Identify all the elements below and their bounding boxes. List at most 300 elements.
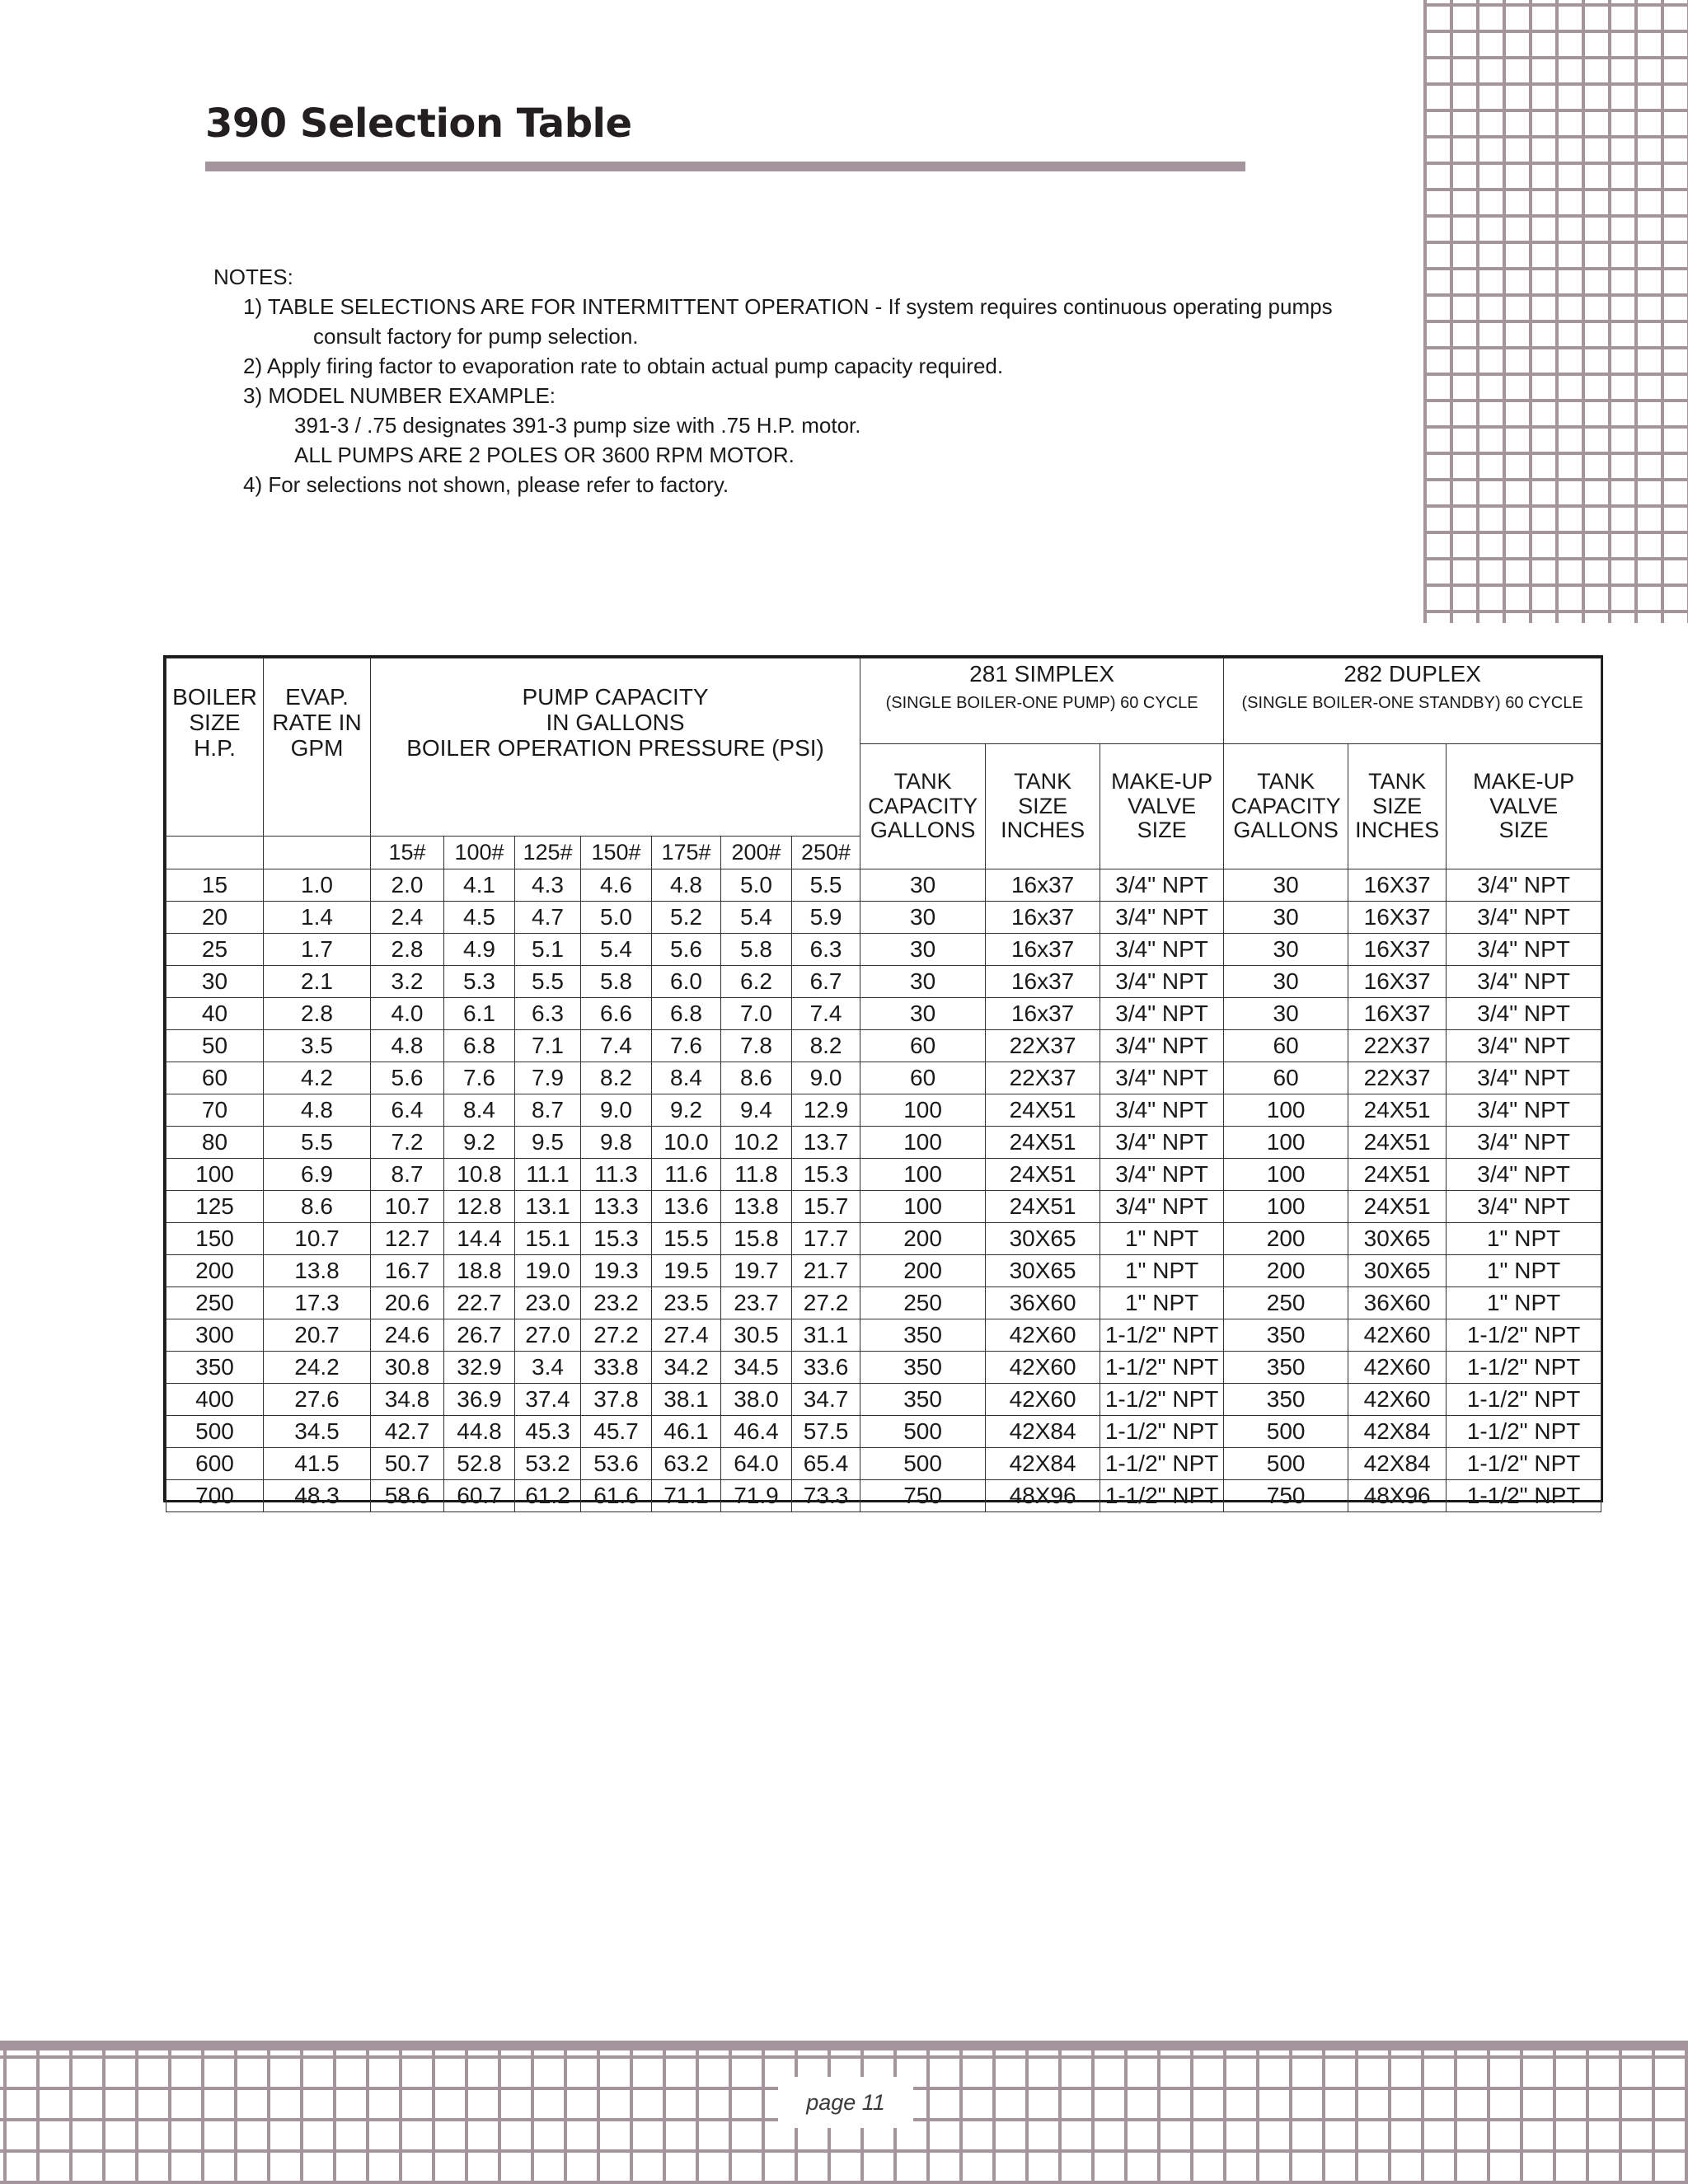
table-row (166, 869, 1601, 902)
table-cell: 71.9 (721, 1480, 792, 1512)
table-cell: 4.8 (371, 1030, 444, 1062)
table-cell: 250 (166, 1287, 264, 1319)
table-cell: 42X60 (1348, 1384, 1447, 1416)
table-cell: 7.0 (721, 998, 792, 1030)
table-cell: 6.7 (792, 966, 860, 998)
table-cell: 1" NPT (1100, 1287, 1224, 1319)
table-cell: 1-1/2" NPT (1100, 1448, 1224, 1480)
table-row (166, 902, 1601, 934)
table-cell: 33.8 (581, 1352, 652, 1384)
table-row (166, 1352, 1601, 1384)
table-cell: 31.1 (792, 1319, 860, 1352)
table-cell: 1.0 (264, 869, 371, 902)
duplex-makeup-valve-header: MAKE-UP VALVE SIZE (1447, 744, 1601, 869)
table-cell: 36X60 (986, 1287, 1100, 1319)
table-cell: 500 (1224, 1448, 1348, 1480)
table-cell: 16X37 (1348, 934, 1447, 966)
simplex-makeup-valve-header: MAKE-UP VALVE SIZE (1100, 744, 1224, 869)
table-cell: 44.8 (444, 1416, 515, 1448)
table-cell: 3/4" NPT (1447, 869, 1601, 902)
table-cell: 13.8 (264, 1255, 371, 1287)
pressure-header-cell: 200# (721, 837, 792, 869)
table-cell: 5.4 (721, 902, 792, 934)
table-cell: 15.7 (792, 1191, 860, 1223)
table-cell: 8.2 (581, 1062, 652, 1094)
table-cell: 300 (166, 1319, 264, 1352)
table-cell: 11.8 (721, 1159, 792, 1191)
table-cell: 42X84 (1348, 1416, 1447, 1448)
table-cell: 20.6 (371, 1287, 444, 1319)
decorative-grid-top-right (1423, 0, 1688, 623)
table-cell: 53.6 (581, 1448, 652, 1480)
table-cell: 30X65 (986, 1223, 1100, 1255)
evap-rate-header: EVAP. RATE IN GPM (264, 658, 371, 837)
table-cell: 500 (860, 1416, 986, 1448)
table-cell: 24X51 (1348, 1127, 1447, 1159)
table-cell: 60 (860, 1062, 986, 1094)
table-cell: 350 (1224, 1384, 1348, 1416)
table-cell: 350 (860, 1352, 986, 1384)
table-cell: 3/4" NPT (1100, 1030, 1224, 1062)
table-cell: 65.4 (792, 1448, 860, 1480)
table-cell: 63.2 (652, 1448, 721, 1480)
table-cell: 13.3 (581, 1191, 652, 1223)
table-cell: 16x37 (986, 869, 1100, 902)
table-cell: 6.6 (581, 998, 652, 1030)
table-cell: 3/4" NPT (1447, 902, 1601, 934)
table-cell: 30.8 (371, 1352, 444, 1384)
table-row (166, 998, 1601, 1030)
table-cell: 27.6 (264, 1384, 371, 1416)
table-cell: 12.7 (371, 1223, 444, 1255)
simplex-tank-size-header: TANK SIZE INCHES (986, 744, 1100, 869)
table-cell: 1" NPT (1447, 1223, 1601, 1255)
table-cell: 3/4" NPT (1447, 966, 1601, 998)
table-cell: 19.3 (581, 1255, 652, 1287)
table-cell: 11.6 (652, 1159, 721, 1191)
page-title: 390 Selection Table (205, 101, 632, 147)
table-cell: 37.4 (515, 1384, 581, 1416)
table-cell: 1-1/2" NPT (1447, 1416, 1601, 1448)
table-cell: 17.3 (264, 1287, 371, 1319)
table-cell: 2.0 (371, 869, 444, 902)
table-cell: 3/4" NPT (1447, 1191, 1601, 1223)
table-cell: 61.2 (515, 1480, 581, 1512)
table-cell: 13.7 (792, 1127, 860, 1159)
pump-capacity-header: PUMP CAPACITY IN GALLONS BOILER OPERATION PRESSURE (PSI) (371, 658, 860, 837)
table-cell: 4.8 (652, 869, 721, 902)
table-cell: 200 (166, 1255, 264, 1287)
table-cell: 15.5 (652, 1223, 721, 1255)
table-cell: 22X37 (986, 1062, 1100, 1094)
table-cell: 3/4" NPT (1447, 1127, 1601, 1159)
table-cell: 30 (860, 869, 986, 902)
table-cell: 30 (860, 934, 986, 966)
table-cell: 71.1 (652, 1480, 721, 1512)
table-cell: 8.6 (721, 1062, 792, 1094)
table-cell: 350 (860, 1319, 986, 1352)
table-cell: 42X84 (986, 1448, 1100, 1480)
table-cell: 7.4 (792, 998, 860, 1030)
table-cell: 40 (166, 998, 264, 1030)
table-cell: 7.4 (581, 1030, 652, 1062)
table-cell: 27.2 (581, 1319, 652, 1352)
table-cell: 7.6 (652, 1030, 721, 1062)
table-cell: 400 (166, 1384, 264, 1416)
boiler-size-header: BOILER SIZE H.P. (166, 658, 264, 837)
table-cell: 6.8 (444, 1030, 515, 1062)
table-cell: 23.2 (581, 1287, 652, 1319)
table-cell: 19.5 (652, 1255, 721, 1287)
table-cell: 1-1/2" NPT (1447, 1480, 1601, 1512)
table-cell: 7.8 (721, 1030, 792, 1062)
table-cell: 22X37 (1348, 1030, 1447, 1062)
table-cell: 15.3 (792, 1159, 860, 1191)
table-cell: 4.1 (444, 869, 515, 902)
table-cell: 1-1/2" NPT (1100, 1416, 1224, 1448)
table-cell: 30 (860, 966, 986, 998)
table-cell: 24X51 (1348, 1191, 1447, 1223)
table-cell: 23.7 (721, 1287, 792, 1319)
table-cell: 6.2 (721, 966, 792, 998)
table-row (166, 1094, 1601, 1127)
table-cell: 48X96 (1348, 1480, 1447, 1512)
table-cell: 1-1/2" NPT (1447, 1352, 1601, 1384)
table-cell: 200 (860, 1255, 986, 1287)
table-cell: 2.4 (371, 902, 444, 934)
table-cell: 13.8 (721, 1191, 792, 1223)
table-cell: 13.1 (515, 1191, 581, 1223)
table-cell: 15.8 (721, 1223, 792, 1255)
table-cell: 11.1 (515, 1159, 581, 1191)
duplex-group-header: 282 DUPLEX (SINGLE BOILER-ONE STANDBY) 60 CYCLE (1224, 658, 1601, 744)
table-cell: 700 (166, 1480, 264, 1512)
table-cell: 5.8 (721, 934, 792, 966)
table-cell: 200 (1224, 1223, 1348, 1255)
table-cell: 36X60 (1348, 1287, 1447, 1319)
table-cell: 2.8 (264, 998, 371, 1030)
table-row (166, 1159, 1601, 1191)
table-cell: 1-1/2" NPT (1447, 1319, 1601, 1352)
pressure-header-cell: 100# (444, 837, 515, 869)
table-cell: 15.3 (581, 1223, 652, 1255)
table-cell: 3/4" NPT (1100, 1159, 1224, 1191)
table-cell: 26.7 (444, 1319, 515, 1352)
table-cell: 4.5 (444, 902, 515, 934)
table-cell: 16X37 (1348, 998, 1447, 1030)
table-cell: 5.0 (581, 902, 652, 934)
table-cell: 3.5 (264, 1030, 371, 1062)
table-cell: 34.7 (792, 1384, 860, 1416)
table-cell: 3/4" NPT (1447, 1062, 1601, 1094)
table-cell: 22.7 (444, 1287, 515, 1319)
table-cell: 30 (860, 998, 986, 1030)
table-cell: 19.0 (515, 1255, 581, 1287)
table-cell: 42X60 (986, 1319, 1100, 1352)
table-cell: 15.1 (515, 1223, 581, 1255)
note-1-line-2: consult factory for pump selection. (313, 324, 639, 349)
table-cell: 60.7 (444, 1480, 515, 1512)
table-cell: 4.0 (371, 998, 444, 1030)
table-cell: 1-1/2" NPT (1100, 1352, 1224, 1384)
table-cell: 23.5 (652, 1287, 721, 1319)
table-cell: 30.5 (721, 1319, 792, 1352)
table-cell: 48.3 (264, 1480, 371, 1512)
table-cell: 6.4 (371, 1094, 444, 1127)
pressure-header-cell: 175# (652, 837, 721, 869)
table-cell: 350 (860, 1384, 986, 1416)
table-cell: 80 (166, 1127, 264, 1159)
table-cell: 23.0 (515, 1287, 581, 1319)
note-4: 4) For selections not shown, please refer to factory. (243, 472, 729, 497)
table-row (166, 1255, 1601, 1287)
table-cell: 350 (166, 1352, 264, 1384)
table-cell: 4.9 (444, 934, 515, 966)
table-cell: 53.2 (515, 1448, 581, 1480)
table-cell: 34.8 (371, 1384, 444, 1416)
table-cell: 5.6 (371, 1062, 444, 1094)
table-cell: 7.9 (515, 1062, 581, 1094)
table-cell: 42X60 (986, 1384, 1100, 1416)
table-row (166, 1384, 1601, 1416)
table-cell: 12.9 (792, 1094, 860, 1127)
table-cell: 24X51 (986, 1094, 1100, 1127)
table-cell: 16x37 (986, 902, 1100, 934)
table-cell: 6.3 (515, 998, 581, 1030)
table-cell: 8.4 (444, 1094, 515, 1127)
table-cell: 750 (1224, 1480, 1348, 1512)
table-cell: 46.1 (652, 1416, 721, 1448)
table-cell: 7.2 (371, 1127, 444, 1159)
table-cell: 42X84 (986, 1416, 1100, 1448)
table-cell: 30 (166, 966, 264, 998)
table-cell: 1-1/2" NPT (1100, 1384, 1224, 1416)
table-cell: 34.5 (721, 1352, 792, 1384)
table-cell: 16x37 (986, 966, 1100, 998)
table-cell: 3/4" NPT (1100, 902, 1224, 934)
table-cell: 4.6 (581, 869, 652, 902)
table-cell: 42X60 (1348, 1319, 1447, 1352)
table-cell: 100 (860, 1159, 986, 1191)
table-cell: 250 (1224, 1287, 1348, 1319)
table-cell: 350 (1224, 1319, 1348, 1352)
table-cell: 16.7 (371, 1255, 444, 1287)
table-cell: 3.4 (515, 1352, 581, 1384)
page-number: page 11 (778, 2077, 913, 2128)
table-cell: 36.9 (444, 1384, 515, 1416)
table-cell: 24X51 (986, 1127, 1100, 1159)
table-cell: 61.6 (581, 1480, 652, 1512)
table-cell: 18.8 (444, 1255, 515, 1287)
table-cell: 38.0 (721, 1384, 792, 1416)
table-cell: 24.6 (371, 1319, 444, 1352)
note-1-line-1: 1) TABLE SELECTIONS ARE FOR INTERMITTENT OPERATION - If system requires continuous operating pumps (243, 294, 1333, 319)
table-cell: 5.5 (792, 869, 860, 902)
table-cell: 16X37 (1348, 966, 1447, 998)
table-cell: 41.5 (264, 1448, 371, 1480)
table-cell: 25 (166, 934, 264, 966)
simplex-group-header: 281 SIMPLEX (SINGLE BOILER-ONE PUMP) 60 CYCLE (860, 658, 1224, 744)
table-cell: 100 (1224, 1159, 1348, 1191)
table-cell: 50 (166, 1030, 264, 1062)
table-cell: 10.7 (264, 1223, 371, 1255)
table-row (166, 1319, 1601, 1352)
table-cell: 500 (166, 1416, 264, 1448)
table-row (166, 966, 1601, 998)
table-cell: 3/4" NPT (1447, 1159, 1601, 1191)
table-cell: 30 (1224, 998, 1348, 1030)
table-cell: 27.4 (652, 1319, 721, 1352)
table-cell: 32.9 (444, 1352, 515, 1384)
table-cell: 1-1/2" NPT (1100, 1319, 1224, 1352)
selection-table (166, 658, 1601, 1512)
table-cell: 42X60 (1348, 1352, 1447, 1384)
table-cell: 9.2 (652, 1094, 721, 1127)
table-cell: 24X51 (1348, 1159, 1447, 1191)
table-cell: 10.7 (371, 1191, 444, 1223)
table-cell: 6.1 (444, 998, 515, 1030)
table-cell: 350 (1224, 1352, 1348, 1384)
simplex-tank-capacity-header: TANK CAPACITY GALLONS (860, 744, 986, 869)
table-cell: 1" NPT (1447, 1255, 1601, 1287)
table-cell: 100 (1224, 1094, 1348, 1127)
table-cell: 38.1 (652, 1384, 721, 1416)
pressure-header-cell: 250# (792, 837, 860, 869)
table-cell: 60 (1224, 1062, 1348, 1094)
table-cell: 5.8 (581, 966, 652, 998)
table-cell: 15 (166, 869, 264, 902)
table-cell: 6.9 (264, 1159, 371, 1191)
table-row (166, 1030, 1601, 1062)
table-cell: 46.4 (721, 1416, 792, 1448)
table-cell: 73.3 (792, 1480, 860, 1512)
table-cell: 1" NPT (1447, 1287, 1601, 1319)
table-cell: 42.7 (371, 1416, 444, 1448)
table-cell: 30 (860, 902, 986, 934)
table-cell: 3/4" NPT (1100, 998, 1224, 1030)
table-cell: 9.8 (581, 1127, 652, 1159)
footer-band (0, 2041, 1688, 2050)
table-cell: 4.3 (515, 869, 581, 902)
selection-table-frame (163, 655, 1603, 1508)
table-cell: 10.2 (721, 1127, 792, 1159)
table-cell: 21.7 (792, 1255, 860, 1287)
table-cell: 100 (1224, 1191, 1348, 1223)
table-cell: 9.2 (444, 1127, 515, 1159)
table-cell: 70 (166, 1094, 264, 1127)
table-cell: 48X96 (986, 1480, 1100, 1512)
table-cell: 10.8 (444, 1159, 515, 1191)
table-cell: 1-1/2" NPT (1447, 1448, 1601, 1480)
table-cell: 24X51 (986, 1159, 1100, 1191)
table-cell: 600 (166, 1448, 264, 1480)
table-cell: 16x37 (986, 934, 1100, 966)
table-cell: 8.2 (792, 1030, 860, 1062)
table-cell: 11.3 (581, 1159, 652, 1191)
table-cell: 17.7 (792, 1223, 860, 1255)
table-cell: 2.1 (264, 966, 371, 998)
table-cell: 24X51 (1348, 1094, 1447, 1127)
table-cell: 27.0 (515, 1319, 581, 1352)
table-row (166, 1191, 1601, 1223)
table-row (166, 1480, 1601, 1512)
table-cell: 30X65 (986, 1255, 1100, 1287)
table-cell: 9.0 (581, 1094, 652, 1127)
table-cell: 60 (166, 1062, 264, 1094)
table-cell: 42X84 (1348, 1448, 1447, 1480)
table-cell: 9.0 (792, 1062, 860, 1094)
table-cell: 3/4" NPT (1100, 1094, 1224, 1127)
table-cell: 3/4" NPT (1447, 998, 1601, 1030)
table-cell: 100 (860, 1191, 986, 1223)
table-cell: 30X65 (1348, 1223, 1447, 1255)
note-3: 3) MODEL NUMBER EXAMPLE: (243, 383, 556, 408)
table-cell: 5.5 (515, 966, 581, 998)
table-cell: 7.1 (515, 1030, 581, 1062)
table-cell: 5.2 (652, 902, 721, 934)
table-cell: 3/4" NPT (1100, 1127, 1224, 1159)
table-cell: 60 (1224, 1030, 1348, 1062)
table-cell: 52.8 (444, 1448, 515, 1480)
pressure-header-cell: 150# (581, 837, 652, 869)
table-cell: 14.4 (444, 1223, 515, 1255)
note-2: 2) Apply firing factor to evaporation rate to obtain actual pump capacity required. (243, 354, 1004, 378)
table-cell: 12.8 (444, 1191, 515, 1223)
table-cell: 20 (166, 902, 264, 934)
table-cell: 30 (1224, 966, 1348, 998)
table-cell: 34.2 (652, 1352, 721, 1384)
pressure-header-cell: 125# (515, 837, 581, 869)
duplex-tank-capacity-header: TANK CAPACITY GALLONS (1224, 744, 1348, 869)
table-cell: 3/4" NPT (1447, 1030, 1601, 1062)
table-cell: 7.6 (444, 1062, 515, 1094)
table-cell: 45.3 (515, 1416, 581, 1448)
table-cell: 34.5 (264, 1416, 371, 1448)
pressure-header-cell: 15# (371, 837, 444, 869)
table-cell: 45.7 (581, 1416, 652, 1448)
table-cell: 2.8 (371, 934, 444, 966)
title-underline (205, 162, 1245, 171)
table-cell: 8.4 (652, 1062, 721, 1094)
table-cell: 27.2 (792, 1287, 860, 1319)
note-3-line-2: 391-3 / .75 designates 391-3 pump size with .75 H.P. motor. (294, 413, 861, 438)
table-cell: 64.0 (721, 1448, 792, 1480)
table-cell: 3/4" NPT (1447, 1094, 1601, 1127)
table-cell: 16x37 (986, 998, 1100, 1030)
table-cell: 4.2 (264, 1062, 371, 1094)
table-cell: 1" NPT (1100, 1223, 1224, 1255)
table-cell: 4.7 (515, 902, 581, 934)
duplex-tank-size-header: TANK SIZE INCHES (1348, 744, 1447, 869)
selection-table-body (166, 869, 1601, 1512)
table-cell: 750 (860, 1480, 986, 1512)
table-cell: 3/4" NPT (1100, 966, 1224, 998)
table-cell: 13.6 (652, 1191, 721, 1223)
table-cell: 33.6 (792, 1352, 860, 1384)
table-cell: 3/4" NPT (1100, 1062, 1224, 1094)
table-cell: 3/4" NPT (1100, 934, 1224, 966)
table-cell: 3.2 (371, 966, 444, 998)
table-cell: 1-1/2" NPT (1100, 1480, 1224, 1512)
table-cell: 1-1/2" NPT (1447, 1384, 1601, 1416)
table-cell: 8.7 (371, 1159, 444, 1191)
table-cell: 6.8 (652, 998, 721, 1030)
table-cell: 3/4" NPT (1100, 1191, 1224, 1223)
table-cell: 5.4 (581, 934, 652, 966)
table-cell: 4.8 (264, 1094, 371, 1127)
table-row (166, 1416, 1601, 1448)
table-cell: 22X37 (986, 1030, 1100, 1062)
